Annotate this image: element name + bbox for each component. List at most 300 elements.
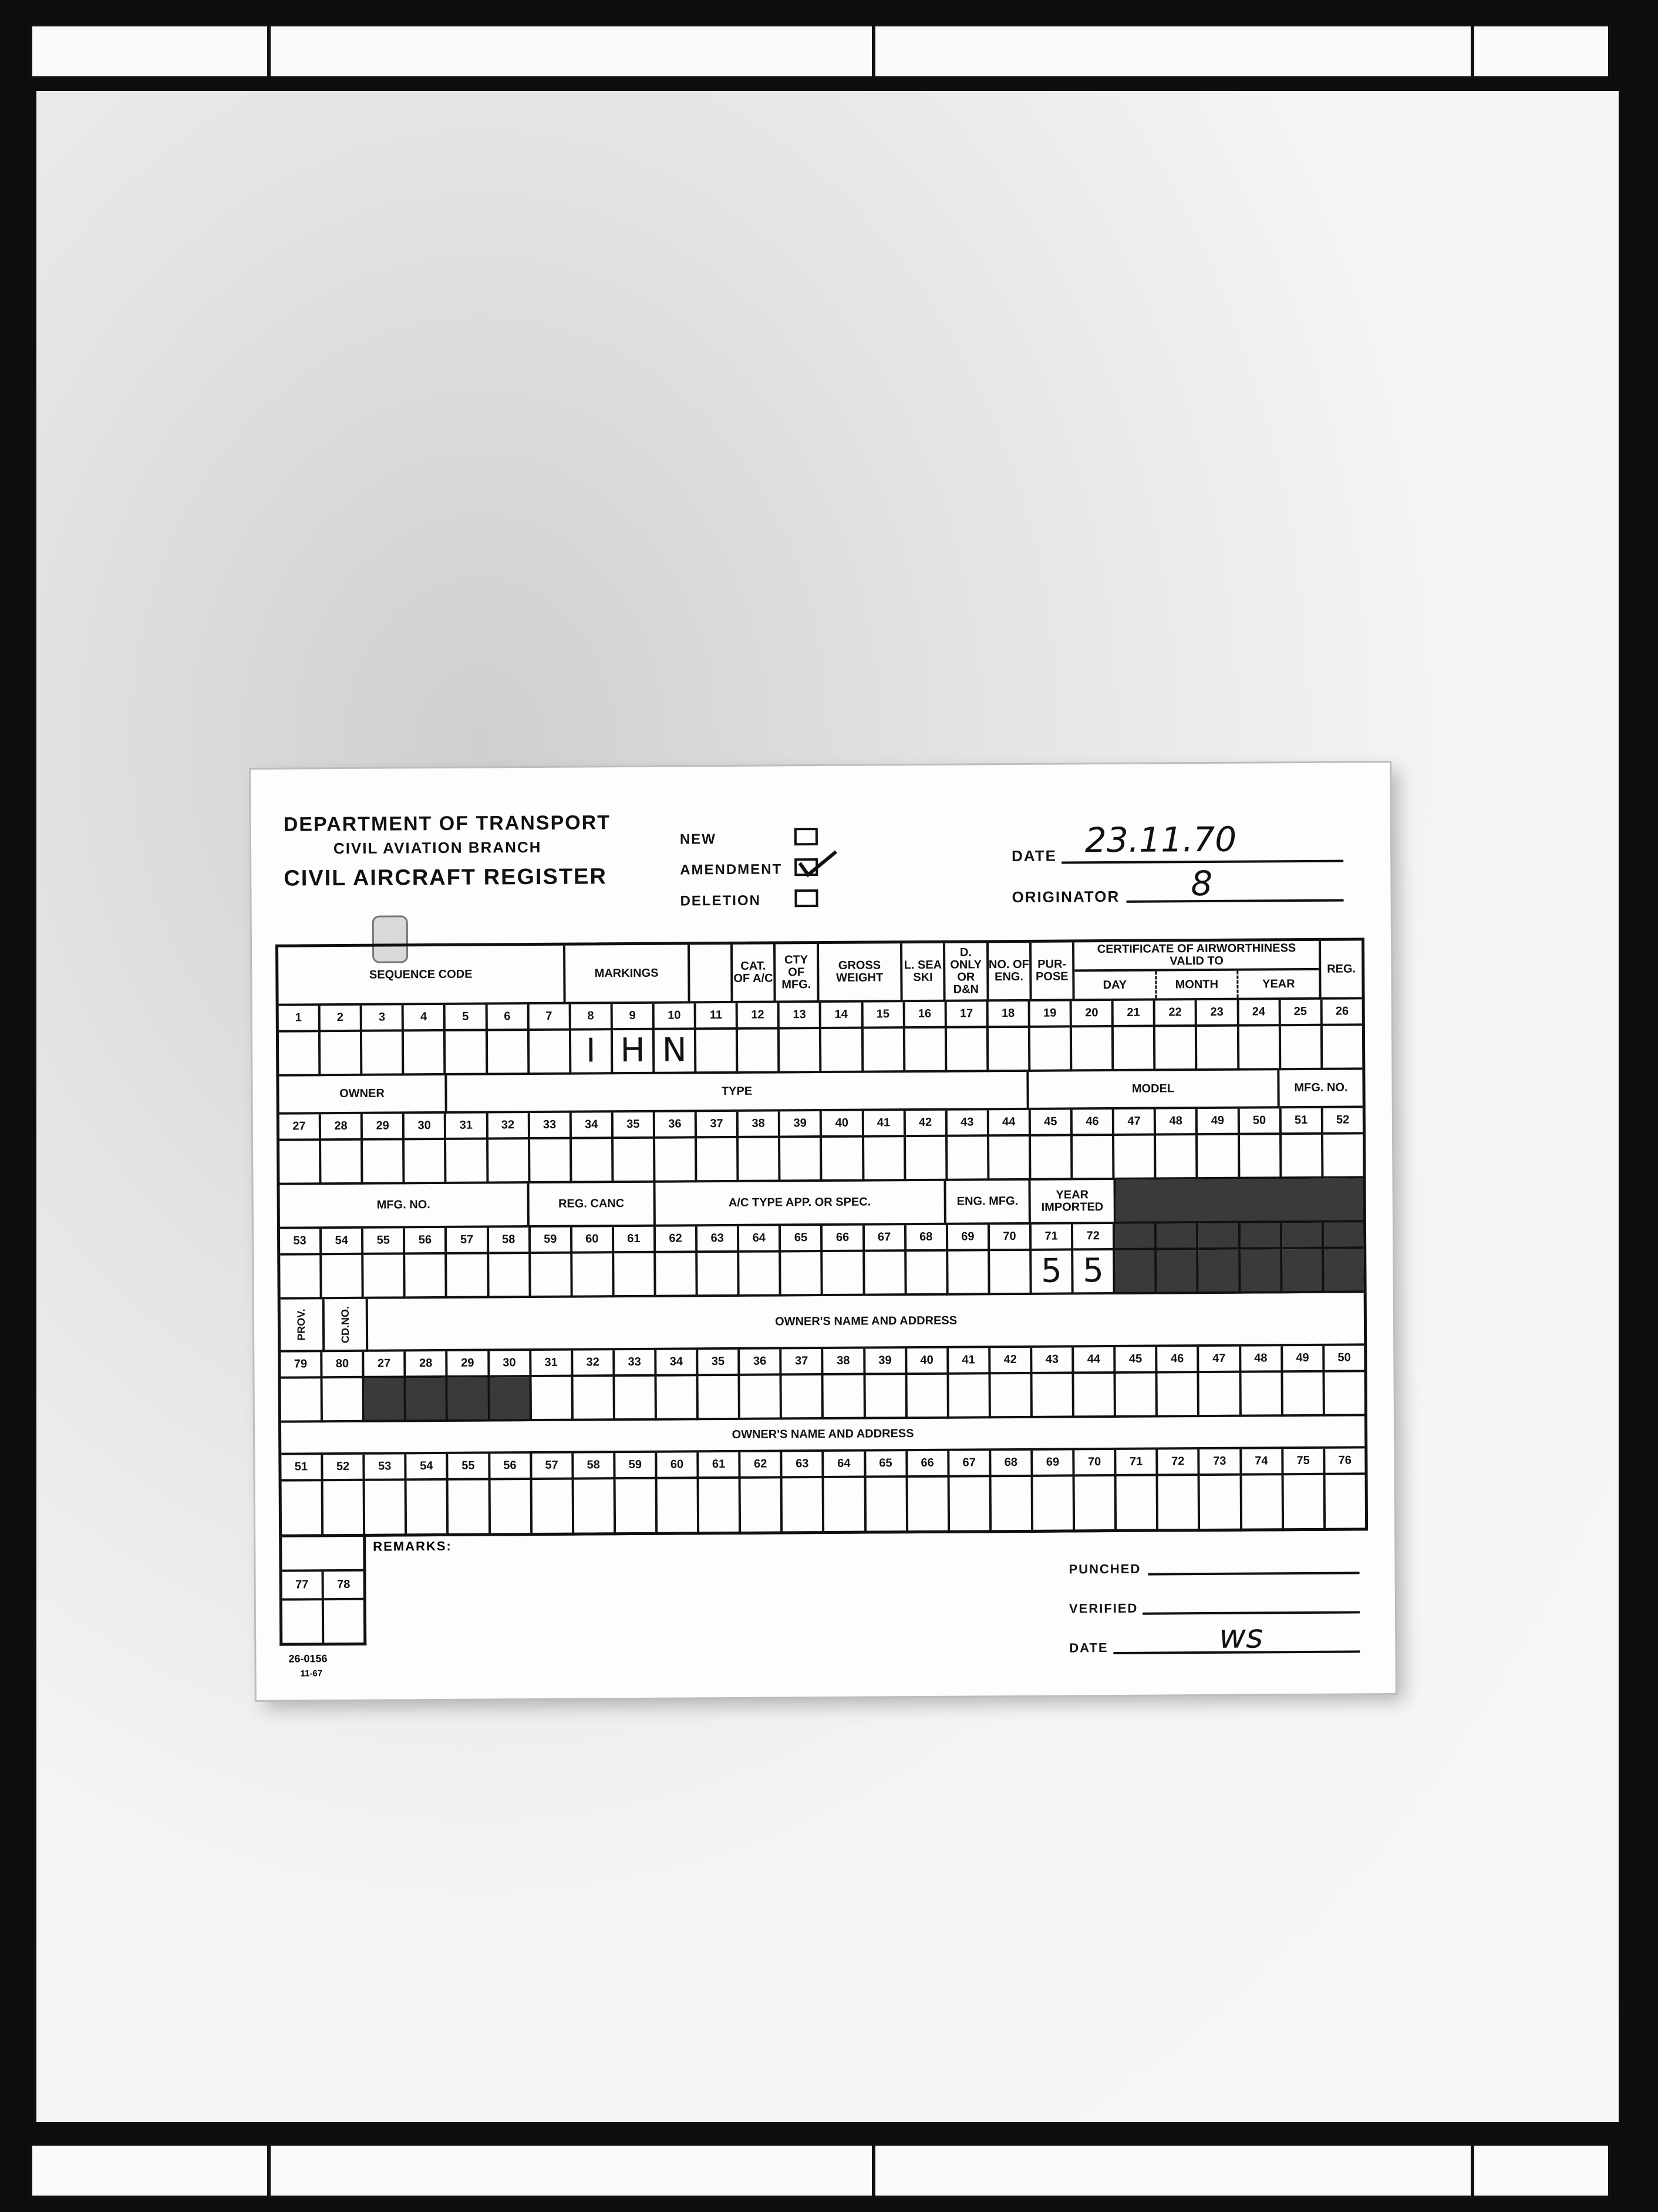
entry-cell[interactable] [1157, 1250, 1199, 1294]
entry-cell[interactable] [738, 1029, 780, 1073]
column-number: 21 [1114, 1001, 1155, 1027]
entry-cell[interactable] [906, 1137, 948, 1181]
entry-cell[interactable] [280, 1255, 322, 1299]
entry-cell[interactable] [1156, 1135, 1198, 1179]
entry-cell[interactable] [990, 1251, 1032, 1295]
column-number: 32 [573, 1350, 615, 1377]
column-number: 66 [823, 1226, 864, 1252]
entry-cell[interactable] [531, 1377, 574, 1421]
entry-cell[interactable] [948, 1137, 990, 1181]
remarks-entry-78[interactable] [324, 1598, 363, 1643]
entry-cell[interactable]: H [613, 1030, 655, 1074]
entry-cell[interactable] [1116, 1374, 1158, 1418]
certificate-sub-row [1074, 970, 1319, 999]
column-number: 35 [614, 1112, 655, 1139]
entry-cell[interactable] [907, 1375, 949, 1419]
entry-cell[interactable] [490, 1377, 532, 1421]
column-number: 79 [281, 1352, 322, 1378]
cd-no-label: CD.NO. [339, 1306, 351, 1343]
column-number: 10 [655, 1003, 696, 1030]
entry-cell[interactable] [614, 1139, 656, 1183]
col-mfg-no: MFG. NO. [1279, 1070, 1362, 1108]
owner-name-header-1: OWNER'S NAME AND ADDRESS [368, 1293, 1364, 1351]
column-number: 33 [615, 1350, 656, 1377]
entry-cell[interactable] [1158, 1476, 1201, 1532]
entry-cell[interactable] [655, 1138, 697, 1182]
column-number: 44 [989, 1110, 1031, 1137]
date-value: 23.11.70 [1084, 819, 1237, 861]
column-number: 16 [905, 1002, 946, 1029]
entry-cell[interactable] [281, 1378, 323, 1422]
column-number: 72 [1158, 1449, 1200, 1476]
entry-cell[interactable] [1114, 1027, 1156, 1071]
entry-cell[interactable] [949, 1374, 991, 1418]
entry-cell[interactable] [1197, 1027, 1239, 1071]
column-number: 37 [697, 1112, 739, 1138]
column-number [1240, 1223, 1282, 1249]
entry-cell[interactable] [1282, 1249, 1325, 1293]
column-number [1282, 1223, 1324, 1249]
entry-cell[interactable] [864, 1137, 906, 1181]
originator-value: 8 [1191, 863, 1213, 904]
entry-cell[interactable] [822, 1138, 864, 1182]
entry-cell[interactable] [949, 1477, 992, 1533]
entry-cell[interactable] [1239, 1026, 1281, 1070]
frame-divider [1471, 2146, 1474, 2196]
entry-cell[interactable] [699, 1376, 741, 1420]
column-number: 43 [947, 1110, 989, 1137]
entry-cell[interactable] [780, 1138, 823, 1182]
form-code: 26-0156 [288, 1653, 328, 1665]
certificate-title: CERTIFICATE OF AIRWORTHINESS VALID TO [1074, 941, 1319, 972]
entry-cell[interactable] [1325, 1372, 1364, 1416]
col-reg-canc: REG. CANC [530, 1183, 656, 1228]
entry-cell[interactable] [1242, 1475, 1284, 1531]
column-number: 68 [991, 1451, 1033, 1477]
column-number: 38 [824, 1349, 865, 1375]
column-number: 51 [1281, 1108, 1323, 1135]
entry-cell[interactable] [1114, 1136, 1157, 1180]
column-number: 4 [404, 1005, 446, 1031]
column-number: 61 [614, 1227, 656, 1253]
sub-year: YEAR [1262, 977, 1295, 990]
column-number: 71 [1032, 1224, 1073, 1250]
column-number: 2 [321, 1006, 362, 1032]
column-number: 12 [738, 1003, 780, 1029]
column-number: 39 [780, 1111, 822, 1138]
entry-cell[interactable] [530, 1031, 572, 1075]
column-number: 75 [1283, 1449, 1325, 1475]
entry-cell[interactable] [1033, 1476, 1076, 1532]
new-label: NEW [679, 831, 716, 848]
entry-cell[interactable] [1158, 1373, 1200, 1417]
entry-cell[interactable] [656, 1253, 698, 1297]
column-number: 36 [655, 1112, 697, 1138]
entry-cell[interactable] [656, 1376, 699, 1420]
check-mark-icon [797, 848, 838, 881]
punched-label: PUNCHED [1069, 1561, 1141, 1577]
entry-cell[interactable] [489, 1254, 531, 1298]
column-number: 31 [531, 1351, 573, 1377]
entry-cell[interactable] [615, 1479, 658, 1535]
deletion-checkbox[interactable] [794, 889, 818, 907]
entry-cell[interactable] [573, 1377, 615, 1421]
originator-line [1127, 899, 1344, 903]
entry-cell[interactable] [1325, 1475, 1365, 1530]
entry-row-4 [281, 1372, 1364, 1422]
column-number: 63 [697, 1226, 739, 1253]
entry-cell[interactable] [531, 1254, 573, 1298]
column-number: 46 [1073, 1110, 1114, 1136]
entry-cell[interactable] [1117, 1476, 1159, 1532]
entry-cell[interactable] [1073, 1136, 1115, 1180]
column-number: 64 [824, 1452, 866, 1478]
column-number: 26 [1322, 999, 1362, 1026]
column-number: 36 [740, 1349, 781, 1375]
entry-cell[interactable] [323, 1481, 366, 1537]
column-number: 76 [1325, 1448, 1364, 1475]
column-number: 41 [864, 1111, 905, 1137]
entry-cell[interactable] [365, 1378, 407, 1422]
entry-cell[interactable]: N [655, 1030, 697, 1074]
column-number: 42 [905, 1111, 947, 1137]
entry-cell[interactable] [530, 1139, 572, 1183]
column-number: 30 [490, 1351, 531, 1377]
entry-cell[interactable] [490, 1480, 533, 1536]
entry-cell[interactable] [404, 1031, 446, 1075]
sub-day: DAY [1074, 972, 1157, 999]
entry-cell[interactable] [574, 1479, 616, 1535]
entry-cell[interactable] [614, 1253, 656, 1297]
column-number: 27 [279, 1114, 321, 1141]
column-number: 80 [322, 1352, 364, 1378]
column-number: 59 [531, 1228, 572, 1254]
remarks-col-78: 78 [336, 1577, 351, 1591]
entry-cell[interactable] [782, 1375, 824, 1419]
entry-cell[interactable] [739, 1138, 781, 1182]
entry-cell[interactable] [279, 1141, 322, 1185]
column-number: 47 [1199, 1347, 1241, 1373]
col-eng-mfg: ENG. MFG. [946, 1181, 1032, 1225]
column-number: 66 [908, 1451, 949, 1478]
amendment-label: AMENDMENT [680, 861, 783, 878]
verified-line [1143, 1611, 1360, 1614]
entry-cell[interactable] [905, 1029, 948, 1073]
entry-cell[interactable] [365, 1481, 407, 1536]
col-certificate [1074, 941, 1321, 1002]
entry-cell[interactable] [658, 1479, 700, 1535]
entry-cell[interactable] [1324, 1249, 1364, 1293]
column-number: 72 [1073, 1224, 1115, 1250]
bottom-frame-bar [29, 2143, 1611, 2198]
column-number: 47 [1114, 1110, 1156, 1136]
frame-divider [267, 2146, 271, 2196]
column-number: 48 [1241, 1346, 1283, 1373]
column-number: 43 [1032, 1347, 1074, 1374]
entry-cell[interactable]: I [571, 1030, 614, 1074]
col-sequence-code: SEQUENCE CODE [278, 946, 565, 1006]
column-number: 24 [1239, 1000, 1280, 1026]
entry-cell[interactable] [908, 1478, 950, 1533]
entry-cell[interactable] [363, 1140, 405, 1184]
register-title: CIVIL AIRCRAFT REGISTER [284, 864, 608, 891]
column-number: 40 [822, 1111, 864, 1138]
entry-cell[interactable] [323, 1378, 365, 1422]
entry-cell[interactable]: 5 [1073, 1250, 1116, 1294]
col-prov [281, 1299, 325, 1352]
column-number: 53 [365, 1454, 407, 1481]
col-mfg-no-2: MFG. NO. [280, 1183, 530, 1229]
entry-cell[interactable] [741, 1478, 783, 1534]
entry-row-1 [279, 1026, 1362, 1076]
entry-cell[interactable] [449, 1480, 491, 1536]
column-number: 68 [906, 1225, 948, 1252]
entry-cell[interactable] [1199, 1250, 1241, 1294]
entry-cell[interactable] [863, 1029, 905, 1073]
col-blank-11 [690, 945, 733, 1003]
entry-cell[interactable] [866, 1478, 908, 1533]
column-number: 51 [281, 1455, 323, 1481]
prov-label: PROV. [295, 1309, 307, 1341]
column-number: 57 [532, 1454, 574, 1480]
entry-cell[interactable] [989, 1137, 1032, 1181]
entry-cell[interactable] [1075, 1476, 1117, 1532]
entry-cell[interactable] [947, 1028, 989, 1072]
column-number: 3 [362, 1005, 404, 1031]
col-year-imported: YEAR IMPORTED [1031, 1180, 1116, 1225]
entry-cell[interactable] [532, 1480, 574, 1536]
entry-cell[interactable] [1240, 1135, 1282, 1179]
col-reg: REG. [1321, 940, 1362, 999]
entry-cell[interactable] [1030, 1027, 1073, 1071]
frame-divider [872, 2146, 875, 2196]
entry-cell[interactable] [1155, 1027, 1198, 1071]
remarks-entry-77[interactable] [282, 1598, 324, 1643]
header-row-3 [280, 1178, 1363, 1229]
column-number: 9 [613, 1004, 655, 1030]
entry-cell[interactable] [1200, 1476, 1242, 1532]
column-number: 8 [571, 1004, 612, 1030]
column-number: 22 [1155, 1000, 1197, 1027]
column-number: 65 [866, 1451, 908, 1478]
remarks-entry-row [282, 1598, 363, 1643]
column-number: 45 [1031, 1110, 1073, 1136]
column-number: 34 [572, 1112, 614, 1139]
frame-divider [267, 26, 271, 76]
column-number: 42 [990, 1348, 1032, 1374]
column-number: 19 [1030, 1001, 1072, 1027]
verified-label: VERIFIED [1069, 1600, 1138, 1616]
col-markings: MARKINGS [565, 945, 690, 1004]
column-number: 52 [1323, 1108, 1362, 1134]
column-number: 45 [1116, 1347, 1157, 1374]
entry-cell[interactable] [697, 1138, 739, 1182]
entry-cell[interactable] [321, 1141, 363, 1185]
entry-cell[interactable] [488, 1139, 531, 1183]
entry-cell[interactable] [446, 1031, 488, 1075]
column-number: 55 [449, 1454, 490, 1480]
entry-cell[interactable] [739, 1252, 781, 1296]
column-number: 63 [783, 1452, 824, 1478]
column-number: 29 [448, 1351, 490, 1377]
col-cty: CTY OF MFG. [776, 944, 819, 1003]
entry-cell[interactable] [1072, 1027, 1114, 1071]
column-number: 67 [864, 1225, 906, 1252]
entry-cell[interactable] [824, 1478, 867, 1534]
column-number: 1 [279, 1006, 321, 1032]
entry-cell[interactable] [1241, 1249, 1283, 1293]
column-number: 74 [1242, 1449, 1283, 1475]
entry-cell[interactable] [824, 1375, 866, 1419]
scanned-page [36, 91, 1619, 2122]
column-number: 64 [739, 1226, 781, 1252]
column-number: 29 [363, 1114, 405, 1140]
column-number: 37 [782, 1349, 824, 1375]
punched-line [1148, 1572, 1360, 1575]
entry-cell[interactable]: 5 [1032, 1250, 1074, 1294]
entry-cell[interactable] [989, 1028, 1031, 1072]
entry-cell[interactable] [697, 1253, 740, 1297]
entry-cell[interactable] [865, 1375, 908, 1419]
column-number: 69 [1033, 1450, 1074, 1476]
column-number: 35 [698, 1350, 740, 1376]
entry-cell[interactable] [991, 1477, 1033, 1533]
column-number: 60 [572, 1227, 614, 1253]
form-date: 11-67 [300, 1668, 323, 1679]
branch-title: CIVIL AVIATION BRANCH [333, 838, 542, 858]
entry-cell[interactable] [322, 1255, 364, 1299]
column-number: 56 [490, 1454, 532, 1480]
column-number: 57 [447, 1228, 488, 1254]
entry-cell[interactable] [279, 1032, 321, 1076]
entry-cell[interactable] [783, 1478, 825, 1534]
column-number: 62 [740, 1452, 782, 1478]
entry-cell[interactable] [406, 1378, 449, 1422]
entry-cell[interactable] [1283, 1475, 1326, 1531]
entry-cell[interactable] [282, 1481, 324, 1537]
column-number: 70 [1074, 1450, 1116, 1476]
entry-cell[interactable] [1282, 1135, 1324, 1179]
entry-cell[interactable] [615, 1377, 657, 1421]
column-number: 17 [946, 1002, 988, 1028]
column-number: 54 [322, 1229, 363, 1255]
entry-cell[interactable] [447, 1254, 490, 1298]
shaded-block [1116, 1178, 1363, 1224]
entry-cell[interactable] [1241, 1373, 1283, 1417]
new-checkbox[interactable] [794, 828, 818, 845]
entry-cell[interactable] [1323, 1026, 1363, 1070]
column-number: 28 [406, 1351, 448, 1378]
column-number: 59 [615, 1453, 657, 1479]
column-number: 50 [1325, 1346, 1364, 1372]
column-number: 27 [364, 1351, 406, 1378]
entry-cell[interactable] [699, 1479, 742, 1535]
entry-cell[interactable] [1074, 1374, 1117, 1418]
entry-cell[interactable] [487, 1031, 530, 1075]
entry-cell[interactable] [740, 1375, 783, 1419]
column-number: 73 [1200, 1449, 1242, 1476]
entry-cell[interactable] [405, 1140, 447, 1184]
deletion-label: DELETION [680, 892, 761, 909]
entry-cell[interactable] [696, 1030, 739, 1074]
remarks-block [279, 1534, 366, 1646]
column-number: 61 [699, 1452, 740, 1479]
entry-cell[interactable] [823, 1252, 865, 1296]
remarks-number-row [282, 1569, 363, 1601]
entry-cell[interactable] [446, 1139, 488, 1183]
entry-cell[interactable] [1032, 1374, 1074, 1418]
column-number: 41 [949, 1348, 990, 1374]
column-number: 49 [1198, 1109, 1239, 1135]
frame-divider [1471, 26, 1474, 76]
entry-cell[interactable] [1323, 1134, 1363, 1178]
column-number: 6 [487, 1004, 529, 1031]
entry-cell[interactable] [781, 1252, 824, 1296]
column-number: 60 [657, 1452, 699, 1479]
entry-cell[interactable] [363, 1255, 406, 1299]
entry-cell[interactable] [1283, 1373, 1325, 1417]
entry-cell[interactable] [1281, 1026, 1323, 1070]
entry-cell[interactable] [948, 1251, 990, 1295]
column-number [1324, 1222, 1363, 1249]
entry-cell[interactable] [407, 1481, 449, 1536]
col-no-eng: NO. OF ENG. [989, 943, 1032, 1002]
entry-cell[interactable] [821, 1029, 864, 1073]
entry-cell[interactable] [572, 1139, 614, 1183]
entry-cell[interactable] [448, 1377, 490, 1421]
entry-cell[interactable] [906, 1252, 949, 1296]
column-number: 67 [949, 1451, 991, 1477]
owner-name-header-2: OWNER'S NAME AND ADDRESS [281, 1416, 1364, 1455]
entry-cell[interactable] [321, 1032, 363, 1076]
column-number: 62 [656, 1226, 697, 1253]
column-number: 20 [1072, 1001, 1114, 1027]
entry-cell[interactable] [572, 1253, 615, 1297]
column-number: 65 [781, 1226, 823, 1252]
col-sea-ski: L. SEA SKI [902, 943, 946, 1002]
column-number: 5 [446, 1004, 487, 1031]
col-gross-weight: GROSS WEIGHT [819, 943, 903, 1003]
entry-cell[interactable] [1199, 1373, 1242, 1417]
column-number: 11 [696, 1003, 738, 1030]
entry-cell[interactable] [990, 1374, 1033, 1418]
column-number: 18 [988, 1002, 1030, 1028]
entry-cell[interactable] [362, 1031, 405, 1075]
column-number: 30 [405, 1114, 446, 1140]
column-number: 28 [321, 1114, 363, 1141]
entry-cell[interactable] [1031, 1136, 1073, 1180]
entry-row-2 [279, 1134, 1363, 1185]
remarks-label: REMARKS: [373, 1538, 452, 1554]
entry-cell[interactable] [1198, 1135, 1240, 1179]
entry-cell[interactable] [865, 1252, 907, 1296]
entry-cell[interactable] [1115, 1250, 1157, 1294]
header-row-1 [278, 940, 1362, 1006]
column-number: 15 [863, 1002, 905, 1029]
column-number: 58 [488, 1228, 530, 1254]
column-number: 70 [990, 1225, 1032, 1251]
column-number: 39 [865, 1348, 907, 1375]
date-label: DATE [1012, 847, 1057, 865]
register-grid [275, 938, 1368, 1537]
column-number: 31 [446, 1113, 488, 1139]
column-number [1115, 1224, 1157, 1250]
entry-cell[interactable] [406, 1255, 448, 1299]
header-row-4 [281, 1293, 1364, 1352]
entry-cell[interactable] [780, 1029, 822, 1073]
column-number: 32 [488, 1113, 530, 1139]
col-dn: D. ONLY OR D&N [945, 943, 989, 1002]
